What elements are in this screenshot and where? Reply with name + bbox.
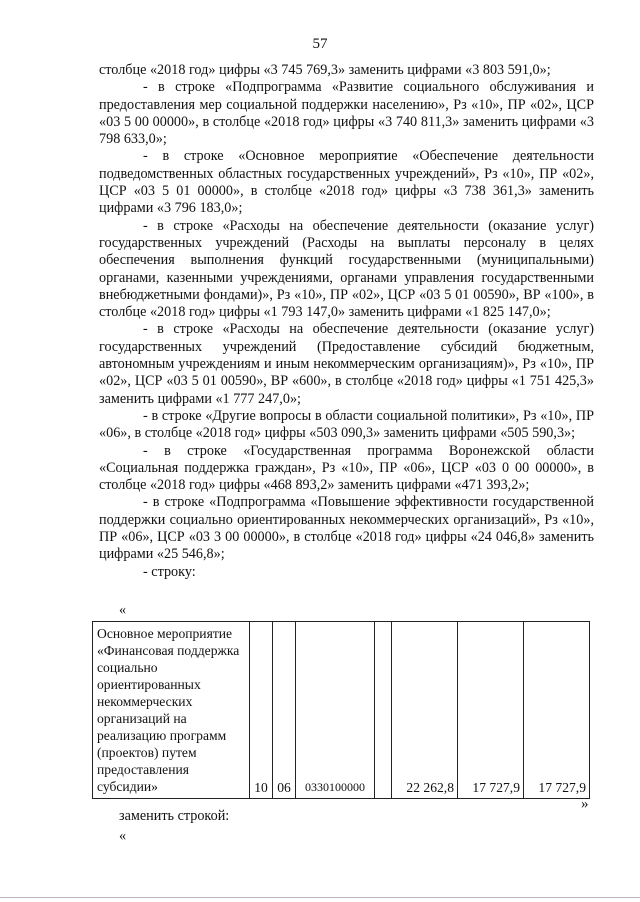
page-number: 57 (312, 36, 328, 52)
paragraph: - в строке «Государственная программа Воронежской области «Социальная поддержка граждан», Рз «10», ПР «06», ЦСР «03 0 00 00000», в столбце «2018 год» цифры «468 893,2» заменить цифрами «471 393,2»; (99, 442, 594, 494)
paragraph: - в строке «Подпрограмма «Повышение эффективности государственной поддержки социально ориентированных некоммерческих организаций», Рз «10», ПР «06», ЦСР «03 3 00 00000», в столбце «2018 год» цифры «24 046,8» заменить цифрами «25 546,8»; (99, 494, 594, 563)
paragraph: - в строке «Подпрограмма «Развитие социального обслуживания и предоставления мер социальной поддержки населению», Рз «10», ПР «02», ЦСР «03 5 00 00000», в столбце «2018 год» цифры «3 740 811,3» заменить цифрами «3 798 633,0»; (99, 79, 594, 148)
open-quote: « (119, 828, 127, 844)
rz-cell: 10 (250, 622, 273, 799)
sum-2018-cell: 22 262,8 (392, 622, 458, 799)
paragraph: - в строке «Расходы на обеспечение деятельности (оказание услуг) государственных учреждений (Расходы на выплаты персоналу в целях обеспечения выполнения функций государственными (муниципальными) органами, казенными учреждениями, органами управления государственными внебюджетными фондами)», Рз «10», ПР «02», ЦСР «03 5 01 00590», ВР «100», в столбце «2018 год» цифры «1 793 147,0» заменить цифрами «1 825 147,0»; (99, 217, 594, 321)
vr-cell (375, 622, 392, 799)
budget-table (92, 621, 590, 799)
row-name-cell: Основное мероприятие «Финансовая поддержка социально ориентированных некоммерческих организаций на реализацию программ (проектов) путем предоставления субсидии» (93, 622, 250, 799)
paragraph: - в строке «Другие вопросы в области социальной политики», Рз «10», ПР «06», в столбце «2018 год» цифры «503 090,3» заменить цифрами «505 590,3»; (99, 407, 594, 442)
csr-cell: 0330100000 (296, 622, 375, 799)
table-row (93, 622, 590, 799)
open-quote: « (119, 602, 127, 618)
paragraph: - в строке «Основное мероприятие «Обеспечение деятельности подведомственных областных государственных учреждений», Рз «10», ПР «02», ЦСР «03 5 01 00000», в столбце «2018 год» цифры «3 738 361,3» заменить цифрами «3 796 183,0»; (99, 148, 594, 217)
sum-2019-cell: 17 727,9 (458, 622, 524, 799)
sum-2020-cell: 17 727,9 (524, 622, 590, 799)
paragraph: столбце «2018 год» цифры «3 745 769,3» заменить цифрами «3 803 591,0»; (99, 62, 551, 78)
paragraph: - строку: (143, 563, 196, 580)
replace-label: заменить строкой: (119, 808, 230, 824)
close-quote: » (581, 796, 589, 812)
scan-edge-line (0, 897, 640, 898)
pr-cell: 06 (273, 622, 296, 799)
paragraph: - в строке «Расходы на обеспечение деятельности (оказание услуг) государственных учреждений (Предоставление субсидий бюджетным, автономным учреждениям и иным некоммерческим организациям)», Рз «10», ПР «02», ЦСР «03 5 01 00590», ВР «600», в столбце «2018 год» цифры «1 751 425,3» заменить цифрами «1 777 247,0»; (99, 321, 594, 407)
document-body (99, 62, 594, 581)
